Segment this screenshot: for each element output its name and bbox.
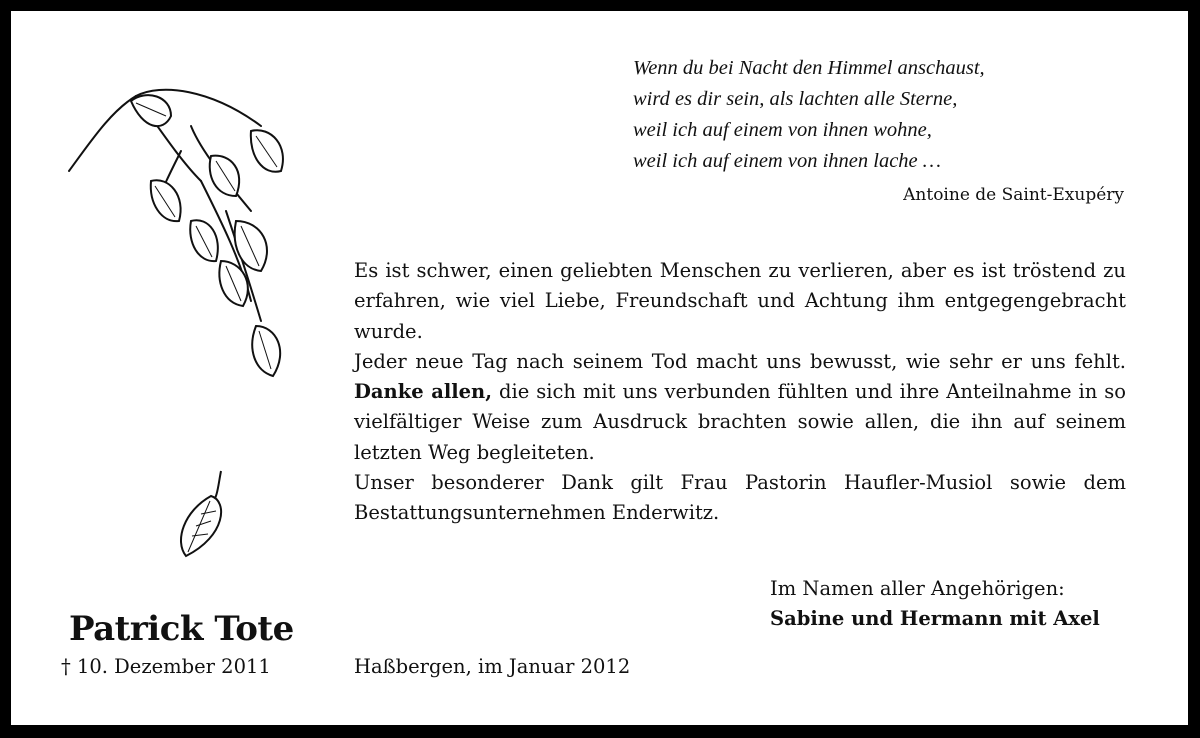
obituary-card (11, 11, 1188, 725)
message-text: Jeder neue Tag nach seinem Tod macht uns bewusst, wie sehr er uns fehlt. (354, 349, 1126, 373)
deceased-name: Patrick Tote (69, 609, 294, 649)
poem-quote (633, 53, 1133, 177)
message-paragraph (354, 347, 1126, 468)
poem-line: wird es dir sein, als lachten alle Sterne, (633, 88, 958, 110)
falling-leaf-icon (166, 466, 236, 566)
thanks-message (354, 256, 1126, 529)
poem-line: weil ich auf einem von ihnen lache … (633, 150, 941, 172)
signoff (770, 574, 1100, 634)
message-emphasis: Danke allen, (354, 380, 493, 404)
message-paragraph: Es ist schwer, einen geliebten Menschen zu verlieren, aber es ist tröstend zu erfahren, wie viel Liebe, Freundschaft und Achtung ihm entgegengebracht wurde. (354, 259, 1126, 343)
death-date: † 10. Dezember 2011 (61, 655, 271, 678)
signoff-intro: Im Namen aller Angehörigen: (770, 577, 1065, 600)
place-date: Haßbergen, im Januar 2012 (354, 655, 631, 678)
leafy-branch-icon (51, 71, 311, 401)
message-paragraph: Unser besonderer Dank gilt Frau Pastorin Haufler-Musiol sowie dem Bestattungsunternehmen Enderwitz. (354, 471, 1126, 525)
poem-line: weil ich auf einem von ihnen wohne, (633, 119, 932, 141)
signoff-names: Sabine und Hermann mit Axel (770, 607, 1100, 630)
poem-author: Antoine de Saint-Exupéry (903, 185, 1124, 205)
poem-line: Wenn du bei Nacht den Himmel anschaust, (633, 57, 985, 79)
message-text: die sich mit uns verbunden fühlten und ihre Anteilnahme in so vielfältiger Weise zum Ausdruck brachten sowie allen, die ihn auf seinem letzten Weg begleiteten. (354, 380, 1126, 464)
